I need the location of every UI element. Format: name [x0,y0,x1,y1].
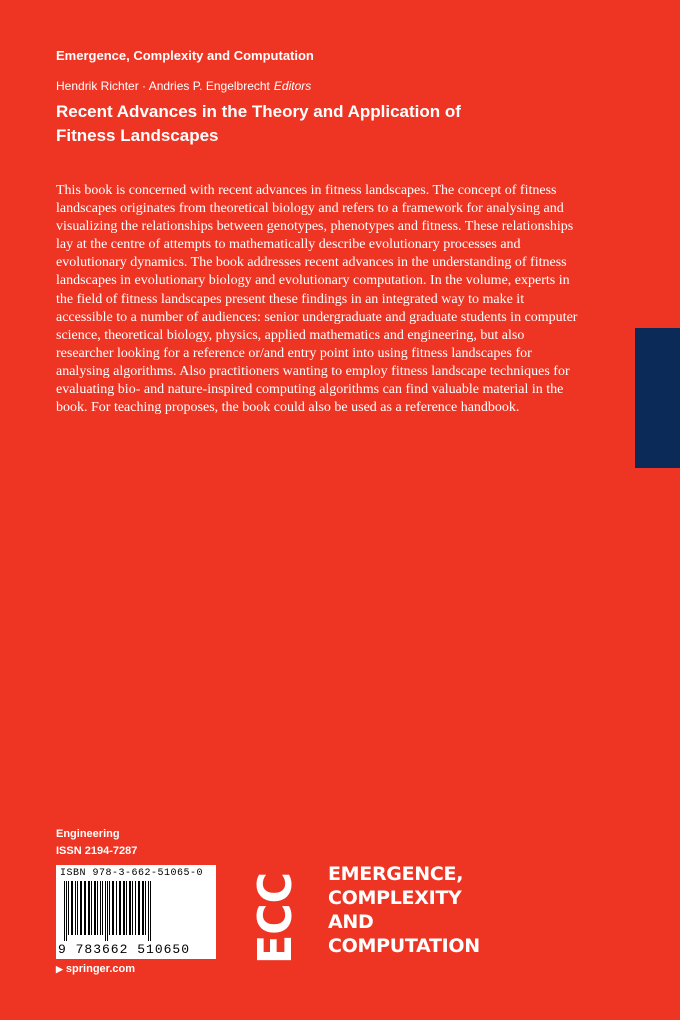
series-name: Emergence, Complexity and Computation [56,48,314,63]
barcode-bar [129,881,131,935]
cover-side-tab [635,328,680,468]
ecc-logo-letters: ECC [248,865,302,964]
barcode-bar [80,881,82,935]
website-label: springer.com [65,963,135,975]
barcode-bar [105,881,106,941]
barcode-bar [75,881,76,935]
barcode-bar [150,881,151,941]
barcode-bar [97,881,98,935]
barcode [56,865,216,959]
triangle-right-icon: ▶ [56,964,63,974]
editors-role: Editors [273,79,312,93]
barcode-bar [64,881,65,941]
barcode-bar [77,881,78,935]
barcode-bar [88,881,90,935]
ecc-name-line-1: EMERGENCE, [328,863,464,885]
barcode-bar [100,881,101,935]
ecc-name-line-4: COMPUTATION [328,935,480,957]
barcode-bar [132,881,133,935]
isbn-label: ISBN 978-3-662-51065-0 [60,868,204,879]
website [56,963,135,975]
barcode-bar [66,881,67,941]
barcode-bar [112,881,114,935]
barcode-bar [102,881,103,935]
barcode-bar [126,881,127,935]
book-blurb: This book is concerned with recent advances in fitness landscapes. The concept of fitness landscapes originates from theoretical biology and refers to a framework for analysing and visualizing the relationships between genotypes, phenotypes and fitness. These relationships lay at the centre of attempts to mathematically describe evolutionary processes and evolutionary dynamics. The book addresses recent advances in the understanding of fitness landscapes in evolutionary biology and evolutionary computation. In the volume, experts in the field of fitness landscapes present these findings in an integrated way to make it accessible to a number of audiences: senior undergraduate and graduate students in computer science, theoretical biology, physics, applied mathematics and engineering, but also researcher looking for a reference or/and entry point into using fitness landscapes for analysing algorithms. Also practitioners wanting to employ fitness landscape techniques for evaluating bio- and nature-inspired computing algorithms can find valuable material in the book. For teaching proposes, the book could also be used as a reference handbook. [56,183,578,416]
barcode-bar [142,881,144,935]
barcode-bar [68,881,69,935]
barcode-bar [109,881,110,935]
barcode-bar [84,881,86,935]
barcode-bar [145,881,146,935]
barcode-digits: 9 783662 510650 [58,942,191,957]
ecc-series-name [328,862,480,958]
discipline-label: Engineering [56,828,120,840]
ecc-name-line-2: COMPLEXITY [328,887,462,909]
editor-names: Hendrik Richter · Andries P. Engelbrecht [56,79,270,93]
barcode-bars [62,881,210,941]
barcode-bar [119,881,121,935]
barcode-bar [116,881,117,935]
ecc-name-line-3: AND [328,911,374,933]
barcode-bar [71,881,73,935]
barcode-bar [135,881,136,935]
barcode-bar [91,881,92,935]
issn-label: ISSN 2194-7287 [56,845,138,857]
barcode-bar [123,881,125,935]
editors [56,79,311,93]
ecc-logo [248,865,302,968]
barcode-bar [148,881,149,941]
barcode-bar [107,881,108,941]
barcode-bar [138,881,140,935]
barcode-bar [94,881,96,935]
book-title: Recent Advances in the Theory and Application of Fitness Landscapes [56,102,461,145]
